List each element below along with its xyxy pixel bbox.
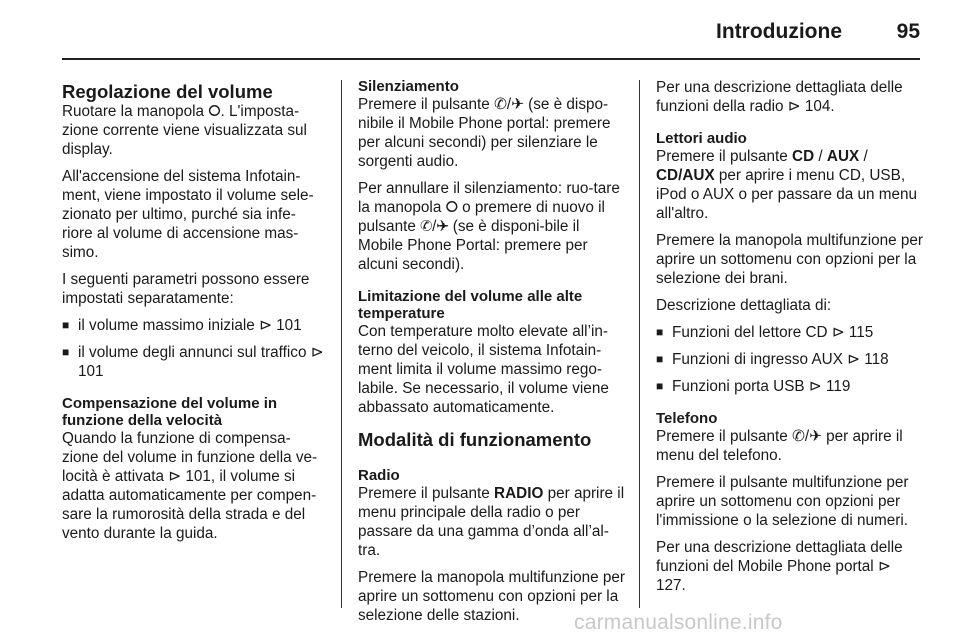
paragraph: Descrizione dettagliata di: (656, 297, 832, 314)
list-item (656, 377, 924, 396)
paragraph: Premere la manopola multifunzione per aprire un sottomenu con opzioni per la selezione delle stazioni. (358, 569, 625, 624)
header-rule (62, 58, 920, 60)
list-item (62, 343, 326, 381)
button-label-radio: RADIO (494, 485, 544, 502)
column-2 (358, 78, 626, 633)
paragraph: Premere il pulsante ✆/✈ per aprire il menu del telefono. (656, 428, 903, 464)
paragraph: Premere la manopola multifunzione per aprire un sottomenu con opzioni per la selezione dei brani. (656, 232, 923, 287)
list-item-text: il volume massimo iniziale ⊳ 101 (78, 317, 302, 334)
paragraph: Premere il pulsante ✆/✈ (se è dispo-nibile il Mobile Phone portal: premere per alcuni secondi) per silenziare le sorgenti audio. (358, 96, 611, 170)
text-run: Premere il pulsante (358, 485, 495, 502)
subheading-temperature-limit: Limitazione del volume alle alte temperature (358, 288, 583, 322)
list-item (656, 323, 924, 342)
subheading-radio: Radio (358, 467, 400, 484)
section-heading-volume: Regolazione del volume (62, 81, 273, 102)
button-label-cd: CD (792, 148, 815, 165)
list-item (62, 316, 326, 335)
subheading-mute: Silenziamento (358, 78, 459, 95)
button-label-cd-aux: CD/AUX (656, 167, 715, 184)
paragraph: Per una descrizione dettagliata delle funzioni del Mobile Phone portal ⊳ 127. (656, 539, 903, 594)
bullet-icon: ■ (656, 352, 664, 366)
subheading-phone: Telefono (656, 410, 718, 427)
paragraph: I seguenti parametri possono essere impostati separatamente: (62, 271, 310, 307)
bullet-icon: ■ (656, 379, 664, 393)
list-item (656, 350, 924, 369)
button-label-aux: AUX (826, 148, 860, 165)
paragraph: Per una descrizione dettagliata delle funzioni della radio ⊳ 104. (656, 79, 903, 115)
paragraph: All'accensione del sistema Infotain-ment, viene impostato il volume sele-zionato per ultimo, purché sia infe-riore al volume di accensione mas-simo. (62, 168, 314, 261)
bullet-icon: ■ (62, 345, 70, 359)
column-3 (656, 78, 924, 603)
text-run: per aprire il menu principale della radio o per passare da una gamma d’onda all’al-tra. (358, 485, 625, 559)
list-item-text: Funzioni porta USB ⊳ 119 (672, 378, 851, 395)
paragraph: Per annullare il silenziamento: ruo-tare la manopola ⭘ o premere di nuovo il pulsante ✆/✈ (se è disponi-bile il Mobile Phone Portal: premere per alcuni secondi). (358, 180, 620, 273)
column-1 (62, 78, 326, 551)
column-divider-2 (639, 80, 640, 608)
bullet-icon: ■ (62, 318, 70, 332)
section-heading-modes: Modalità di funzionamento (358, 429, 592, 450)
paragraph: Quando la funzione di compensa-zione del volume in funzione della ve-locità è attivata ⊳ 101, il volume si adatta automaticamente per compen-sare la rumorosità della strada e del vento durante la guida. (62, 430, 318, 542)
text-run: / (859, 148, 868, 165)
paragraph (656, 147, 924, 223)
paragraph (358, 484, 626, 560)
chapter-title: Introduzione (716, 20, 842, 43)
text-run: / (814, 148, 827, 165)
column-divider-1 (341, 80, 342, 608)
subheading-audio-players: Lettori audio (656, 130, 747, 147)
list-item-text: il volume degli annunci sul traffico ⊳ 101 (78, 344, 324, 380)
subheading-speed-compensation: Compensazione del volume in funzione della velocità (62, 395, 278, 429)
bullet-icon: ■ (656, 325, 664, 339)
paragraph: Con temperature molto elevate all’in-terno del veicolo, il sistema Infotain-ment limita il volume massimo rego-labile. Se necessario, il volume viene abbassato automaticamente. (358, 323, 609, 416)
paragraph: Premere il pulsante multifunzione per aprire un sottomenu con opzioni per l'immissione o la selezione di numeri. (656, 474, 909, 529)
list-item-text: Funzioni del lettore CD ⊳ 115 (672, 324, 874, 341)
page-header (0, 0, 960, 62)
list-item-text: Funzioni di ingresso AUX ⊳ 118 (672, 351, 889, 368)
text-run: Premere il pulsante (656, 148, 793, 165)
text-run: per aprire i menu CD, USB, iPod o AUX o per passare da un menu all'altro. (656, 167, 918, 222)
page-number: 95 (896, 20, 920, 43)
watermark: carmanualsonline.info (574, 611, 783, 634)
paragraph: Ruotare la manopola ⭘. L'imposta-zione corrente viene visualizzata sul display. (62, 103, 307, 158)
